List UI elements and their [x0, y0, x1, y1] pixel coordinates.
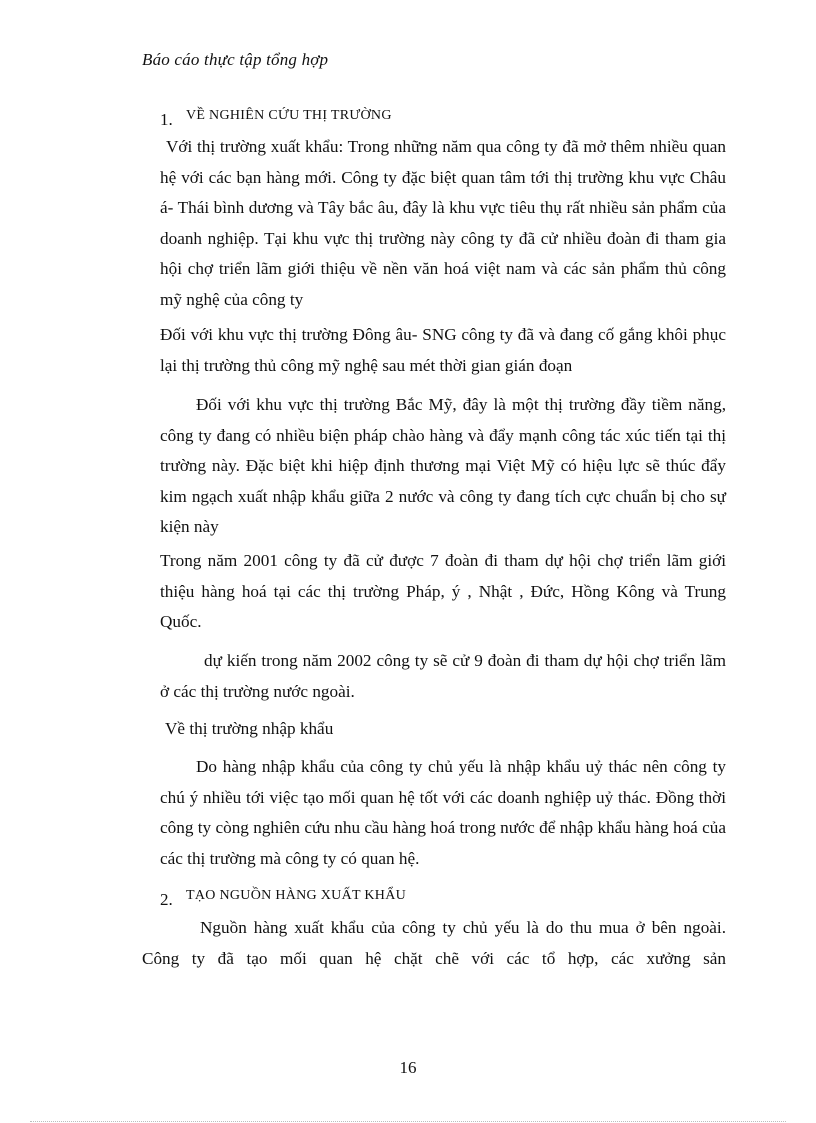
- section-title: TẠO NGUỒN HÀNG XUẤT KHẨU: [186, 888, 407, 903]
- paragraph-import-market-heading: Về thị trường nhập khẩu: [165, 719, 334, 738]
- page-divider: [30, 1121, 786, 1122]
- paragraph-2001-fairs: Trong năm 2001 công ty đã cử được 7 đoàn đi tham dự hội chợ triển lãm giới thiệu hàng hoá tại các thị trường Pháp, ý , Nhật , Đức, Hồng Kông và Trung Quốc.: [160, 551, 726, 631]
- section-heading-1: [160, 104, 392, 129]
- paragraph-north-america: Đối với khu vực thị trường Bắc Mỹ, đây là một thị trường đầy tiềm năng, công ty đang có nhiều biện pháp chào hàng và đẩy mạnh công tác xúc tiến tại thị trường này. Đặc biệt khi hiệp định thương mại Việt Mỹ có hiệu lực sẽ thúc đẩy kim ngạch xuất nhập khẩu giữa 2 nước và công ty đang tích cực chuẩn bị cho sự kiện này: [160, 395, 726, 536]
- paragraph-import-trust: Do hàng nhập khẩu của công ty chủ yếu là nhập khẩu uỷ thác nên công ty chú ý nhiều tới việc tạo mối quan hệ tốt với các doanh nghiệp uỷ thác. Đồng thời công ty còng nghiên cứu nhu cầu hàng hoá trong nước để nhập khẩu hàng hoá của các thị trường mà công ty có quan hệ.: [160, 757, 726, 868]
- section-title: VỀ NGHIÊN CỨU THỊ TRƯỜNG: [186, 108, 392, 123]
- paragraph-eastern-europe: Đối với khu vực thị trường Đông âu- SNG công ty đã và đang cố gắng khôi phục lại thị trường thủ công mỹ nghệ sau mét thời gian gián đoạn: [160, 325, 726, 375]
- running-header: Báo cáo thực tập tổng hợp: [142, 50, 329, 69]
- section-number: 1.: [160, 110, 173, 129]
- paragraph-2002-plan: dự kiến trong năm 2002 công ty sẽ cử 9 đoàn đi tham dự hội chợ triển lãm ở các thị trường nước ngoài.: [160, 651, 726, 701]
- paragraph-export-markets: Với thị trường xuất khẩu: Trong những năm qua công ty đã mở thêm nhiều quan hệ với các bạn hàng mới. Công ty đặc biệt quan tâm tới thị trường khu vực Châu á- Thái bình dương và Tây bắc âu, đây là khu vực tiêu thụ rất nhiều sản phẩm của doanh nghiệp. Tại khu vực thị trường này công ty đã cử nhiều đoàn đi tham gia hội chợ triển lãm giới thiệu về nền văn hoá việt nam và các sản phẩm thủ công mỹ nghệ của công ty: [160, 137, 726, 309]
- section-number: 2.: [160, 890, 173, 909]
- section-heading-2: [160, 884, 407, 909]
- paragraph-export-sources: Nguồn hàng xuất khẩu của công ty chủ yếu là do thu mua ở bên ngoài. Công ty đã tạo mối quan hệ chặt chẽ với các tổ hợp, các xưởng sản: [142, 918, 726, 968]
- page-number: 16: [399, 1058, 417, 1077]
